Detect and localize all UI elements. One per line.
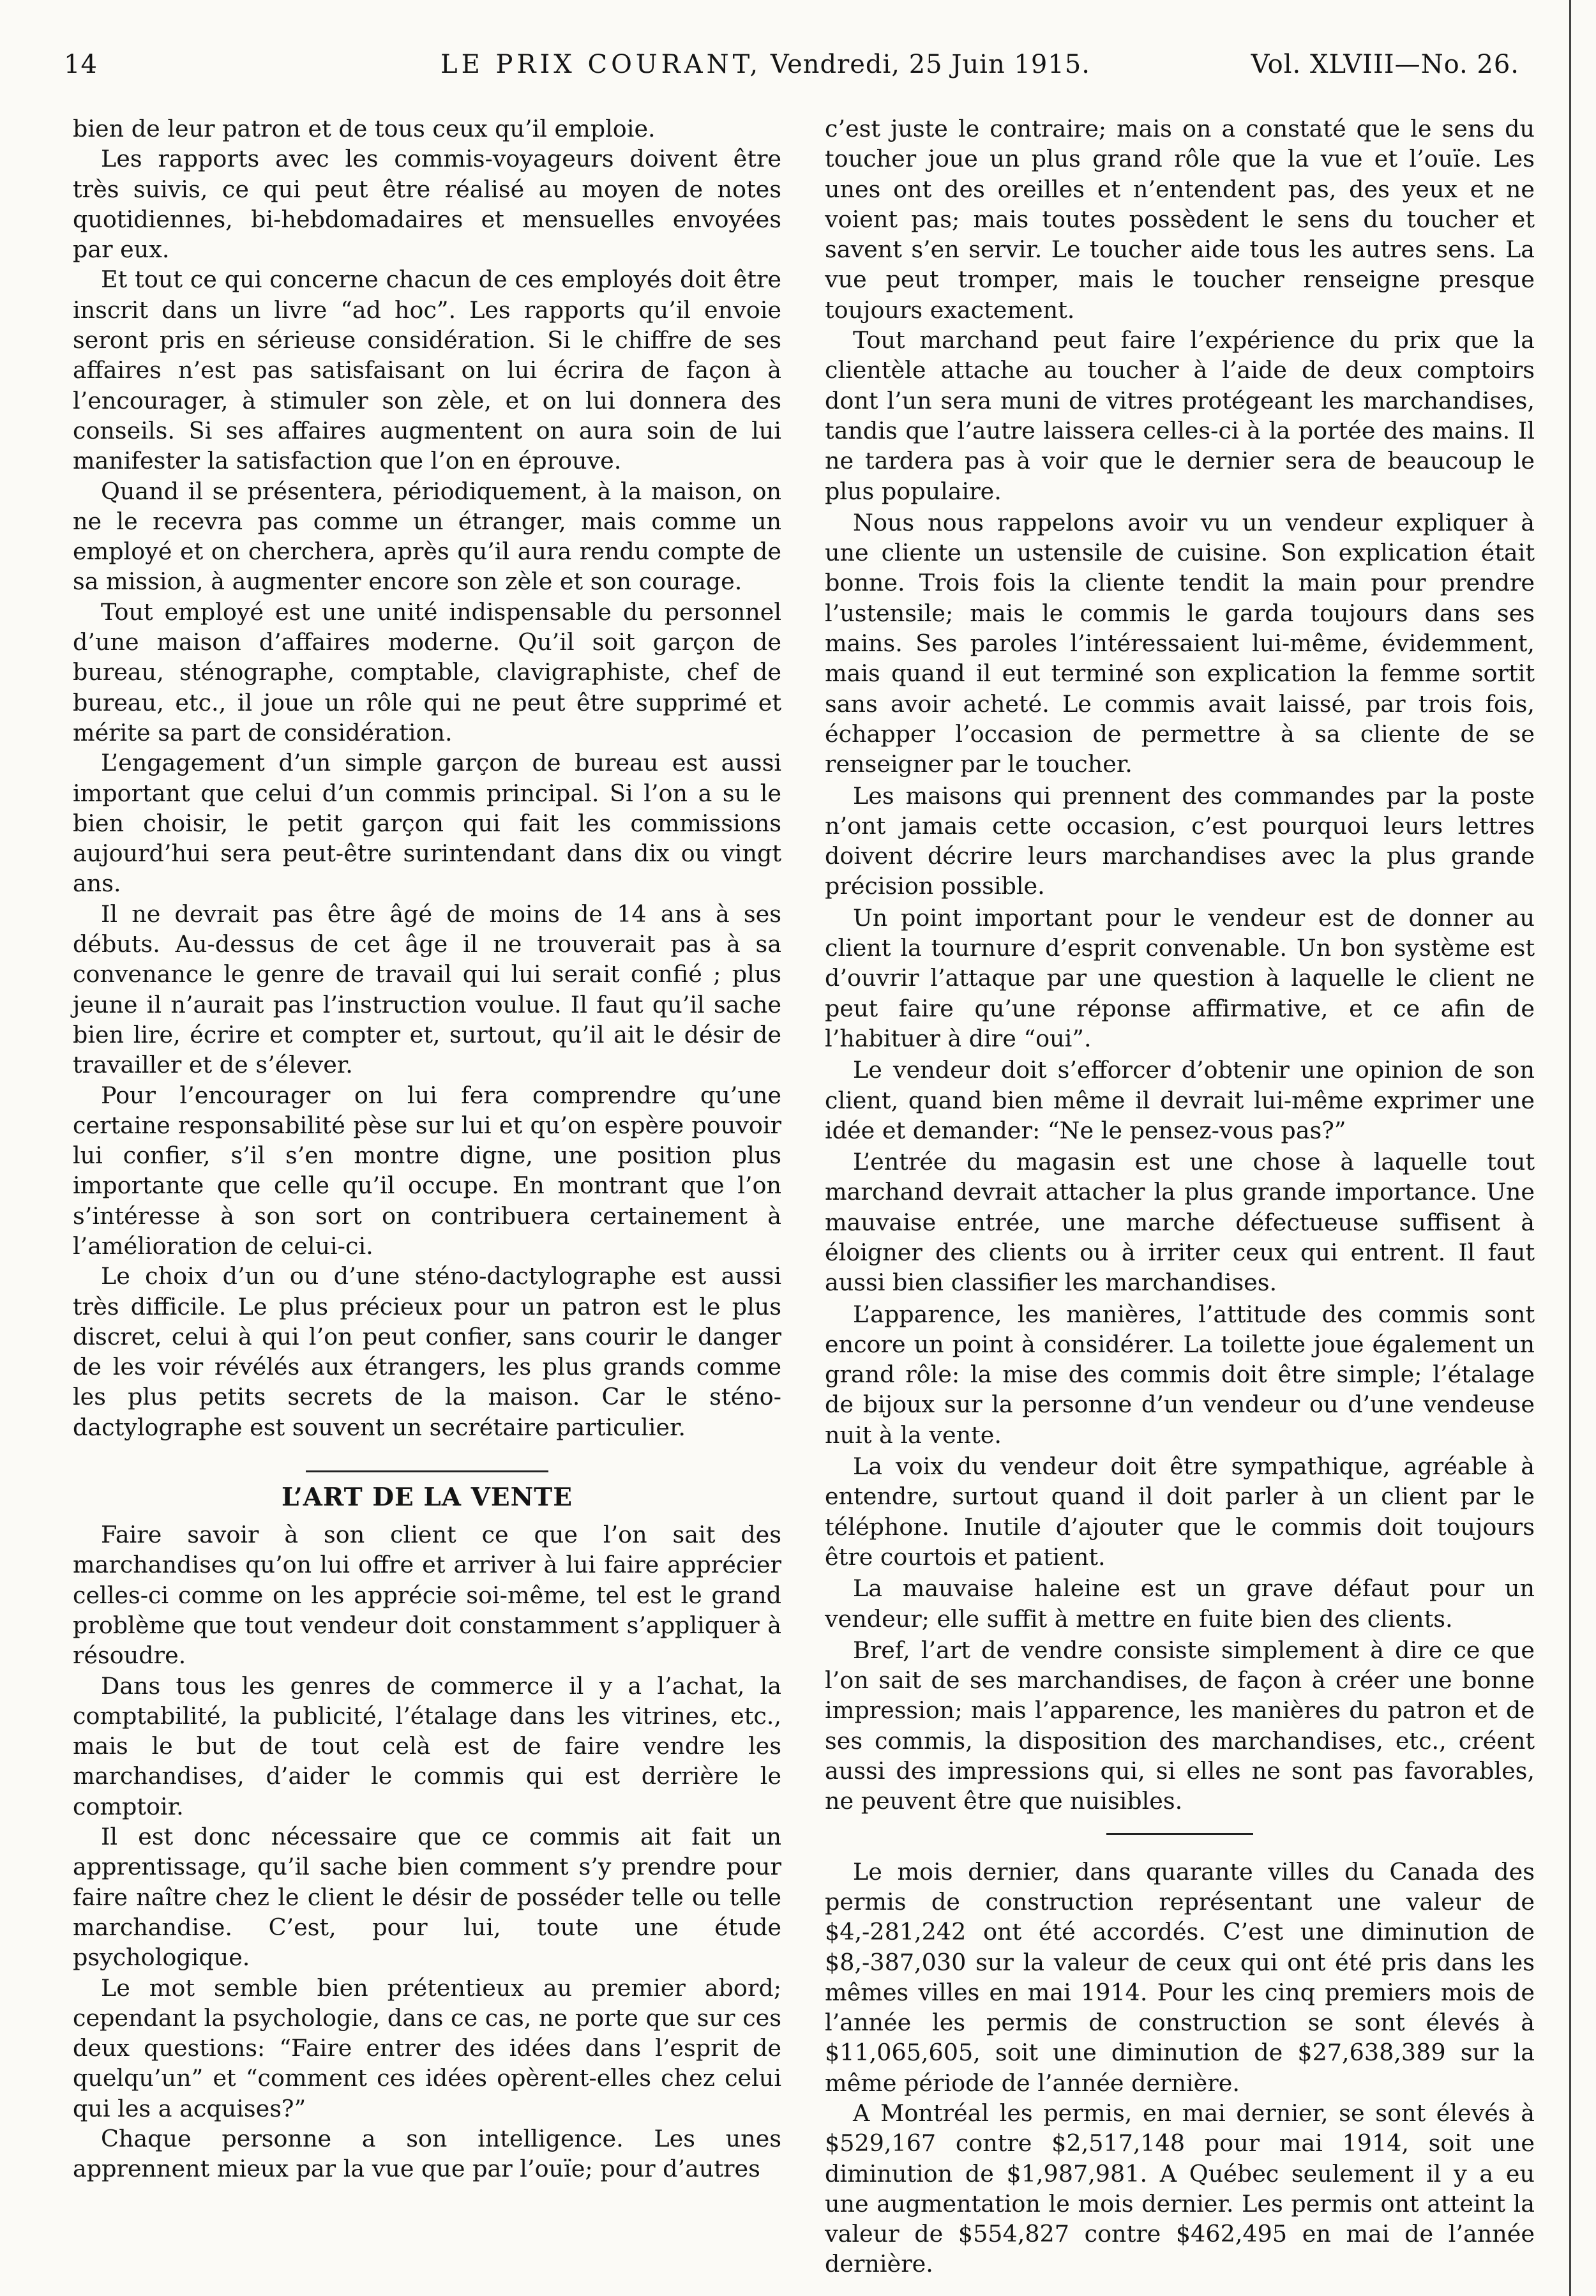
page-header bbox=[64, 50, 1519, 88]
paragraph: Nous nous rappelons avoir vu un vendeur expliquer à une cliente un ustensile de cuisine. Son explication était bonne. Trois fois la cliente tendit la main pour prendre l’ustensile; mais le commis le garda toujours dans ses mains. Ses paroles l’intéressaient lui-même, évidemment, mais quand il eut terminé son explication la femme sortit sans avoir acheté. Le commis avait laissé, par trois fois, échapper l’occasion de permettre à sa cliente de se renseigner par le toucher. bbox=[825, 508, 1535, 778]
paragraph: Faire savoir à son client ce que l’on sait des marchandises qu’on lui offre et arriver à lui faire apprécier celles-ci comme on les apprécie soi-même, tel est le grand problème que tout vendeur doit constamment s’appliquer à résoudre. bbox=[73, 1521, 781, 1670]
paragraph: Le vendeur doit s’efforcer d’obtenir une opinion de son client, quand bien même il devrait lui-même exprimer une idée et demander: “Ne le pensez-vous pas?” bbox=[825, 1056, 1535, 1144]
article-separator bbox=[1106, 1833, 1253, 1835]
masthead-line bbox=[440, 50, 1090, 79]
paragraph: Il ne devrait pas être âgé de moins de 14 ans à ses débuts. Au-dessus de cet âge il ne trouverait pas à sa convenance le genre de travail qui lui serait confié ; plus jeune il n’aurait pas l’instruction voulue. Il faut qu’il sache bien lire, écrire et compter et, surtout, qu’il ait le désir de travailler et de s’élever. bbox=[73, 900, 781, 1079]
page-edge-line bbox=[1569, 0, 1571, 2296]
section-title bbox=[73, 1470, 781, 1513]
section-title-text: L’ART DE LA VENTE bbox=[282, 1483, 573, 1513]
paragraph: Un point important pour le vendeur est de donner au client la tournure d’esprit convenable. Un bon système est d’ouvrir l’attaque par une question à laquelle le client ne peut faire qu’une réponse affirmative, et ce afin de l’habituer à dire “oui”. bbox=[825, 903, 1535, 1052]
paragraph: Pour l’encourager on lui fera comprendre qu’une certaine responsabilité pèse sur lui et qu’on espère pouvoir lui confier, s’il s’en montre digne, une position plus importante que celle qu’il occupe. En montrant que l’on s’intéresse à son sort on contribuera certainement à l’amélioration de celui-ci. bbox=[73, 1081, 781, 1260]
paragraph: La voix du vendeur doit être sympathique, agréable à entendre, surtout quand il doit parler à un client par le téléphone. Inutile d’ajouter que le commis doit toujours être courtois et patient. bbox=[825, 1453, 1535, 1571]
right-column bbox=[825, 114, 1535, 2279]
paragraph: Le choix d’un ou d’une sténo-dactylographe est aussi très difficile. Le plus précieux pour un patron est le plus discret, celui à qui l’on peut confier, sans courir le danger de les voir révélés aux étrangers, les plus grands comme les plus petits secrets de la maison. Car le sténo-dactylographe est souvent un secrétaire particulier. bbox=[73, 1262, 781, 1441]
volume-number: Vol. XLVIII—No. 26. bbox=[1251, 50, 1519, 79]
paragraph: A Montréal les permis, en mai dernier, se sont élevés à $529,167 contre $2,517,148 pour mai 1914, soit une diminution de $1,987,981. A Québec seulement il y a eu une augmentation le mois dernier. Les permis ont atteint la valeur de $554,827 contre $462,495 en mai de l’année dernière. bbox=[825, 2099, 1535, 2278]
paragraph: Et tout ce qui concerne chacun de ces employés doit être inscrit dans un livre “ad hoc”. Les rapports qu’il envoie seront pris en sérieuse considération. Si le chiffre de ses affaires n’est pas satisfaisant on lui écrira de façon à l’encourager, à stimuler son zèle, et on lui donnera des conseils. Si ses affaires augmentent on aura soin de lui manifester la satisfaction que l’on en éprouve. bbox=[73, 266, 781, 475]
paragraph: Les rapports avec les commis-voyageurs doivent être très suivis, ce qui peut être réalisé au moyen de notes quotidiennes, bi-hebdomadaires et mensuelles envoyées par eux. bbox=[73, 145, 781, 264]
paragraph: Le mot semble bien prétentieux au premier abord; cependant la psychologie, dans ce cas, ne porte que sur ces deux questions: “Faire entrer des idées dans l’esprit de quelqu’un” et “comment ces idées opèrent-elles chez celui qui les a acquises?” bbox=[73, 1974, 781, 2122]
issue-date: Vendredi, 25 Juin 1915. bbox=[770, 50, 1090, 79]
paragraph: Chaque personne a son intelligence. Les unes apprennent mieux par la vue que par l’ouïe; pour d’autres bbox=[73, 2125, 781, 2183]
paragraph: L’engagement d’un simple garçon de bureau est aussi important que celui d’un commis principal. Si l’on a su le bien choisir, le petit garçon qui fait les commissions aujourd’hui sera peut-être surintendant dans dix ou vingt ans. bbox=[73, 749, 781, 898]
paragraph: Les maisons qui prennent des commandes par la poste n’ont jamais cette occasion, c’est pourquoi leurs lettres doivent décrire leurs marchandises avec la plus grande précision possible. bbox=[825, 782, 1535, 900]
page-number: 14 bbox=[64, 50, 98, 79]
paragraph: Tout employé est une unité indispensable du personnel d’une maison d’affaires moderne. Qu’il soit garçon de bureau, sténographe, comptable, clavigraphiste, chef de bureau, etc., il joue un rôle qui ne peut être supprimé et mérite sa part de considération. bbox=[73, 598, 781, 746]
masthead: LE PRIX COURANT, bbox=[440, 50, 762, 79]
paragraph: c’est juste le contraire; mais on a constaté que le sens du toucher joue un plus grand rôle que la vue et l’ouïe. Les unes ont des oreilles et n’entendent pas, des yeux et ne voient pas; mais toutes possèdent le sens du toucher et savent s’en servir. Le toucher aide tous les autres sens. La vue peut tromper, mais le toucher renseigne presque toujours exactement. bbox=[825, 115, 1535, 324]
paragraph: Tout marchand peut faire l’expérience du prix que la clientèle attache au toucher à l’aide de deux comptoirs dont l’un sera muni de vitres protégeant les marchandises, tandis que l’autre laissera celles-ci à la portée des mains. Il ne tardera pas à voir que le dernier sera de beaucoup le plus populaire. bbox=[825, 326, 1535, 505]
section-rule bbox=[306, 1470, 548, 1472]
paragraph: bien de leur patron et de tous ceux qu’il emploie. bbox=[73, 115, 656, 142]
paragraph: L’entrée du magasin est une chose à laquelle tout marchand devrait attacher la plus grande importance. Une mauvaise entrée, une marche défectueuse suffisent à éloigner des clients ou à irriter ceux qui entrent. Il faut aussi bien classifier les marchandises. bbox=[825, 1148, 1535, 1297]
paragraph: Il est donc nécessaire que ce commis ait fait un apprentissage, qu’il sache bien comment s’y prendre pour faire naître chez le client le désir de posséder telle ou telle marchandise. C’est, pour lui, toute une étude psychologique. bbox=[73, 1823, 781, 1972]
paragraph: La mauvaise haleine est un grave défaut pour un vendeur; elle suffit à mettre en fuite bien des clients. bbox=[825, 1575, 1535, 1633]
left-column bbox=[73, 114, 781, 2184]
paragraph: Quand il se présentera, périodiquement, à la maison, on ne le recevra pas comme un étranger, mais comme un employé et on cherchera, après qu’il aura rendu compte de sa mission, à augmenter encore son zèle et son courage. bbox=[73, 477, 781, 596]
paragraph: Le mois dernier, dans quarante villes du Canada des permis de construction représentant une valeur de $4,-281,242 ont été accordés. C’est une diminution de $8,-387,030 sur la valeur de ceux qui ont été pris dans les mêmes villes en mai 1914. Pour les cinq premiers mois de l’année les permis de construction se sont élevés à $11,065,605, soit une diminution de $27,638,389 sur la même période de l’année dernière. bbox=[825, 1857, 1535, 2097]
paragraph: L’apparence, les manières, l’attitude des commis sont encore un point à considérer. La toilette joue également un grand rôle: la mise des commis doit être simple; l’étalage de bijoux sur la personne d’un vendeur ou d’une vendeuse nuit à la vente. bbox=[825, 1300, 1535, 1449]
paragraph: Bref, l’art de vendre consiste simplement à dire ce que l’on sait de ses marchandises, de façon à créer une bonne impression; mais l’apparence, les manières du patron et de ses commis, la disposition des marchandises, etc., créent aussi des impressions qui, si elles ne sont pas favorables, ne peuvent être que nuisibles. bbox=[825, 1636, 1535, 1815]
paragraph: Dans tous les genres de commerce il y a l’achat, la comptabilité, la publicité, l’étalage dans les vitrines, etc., mais le but de tout celà est de faire vendre les marchandises, d’aider le commis qui est derrière le comptoir. bbox=[73, 1672, 781, 1820]
